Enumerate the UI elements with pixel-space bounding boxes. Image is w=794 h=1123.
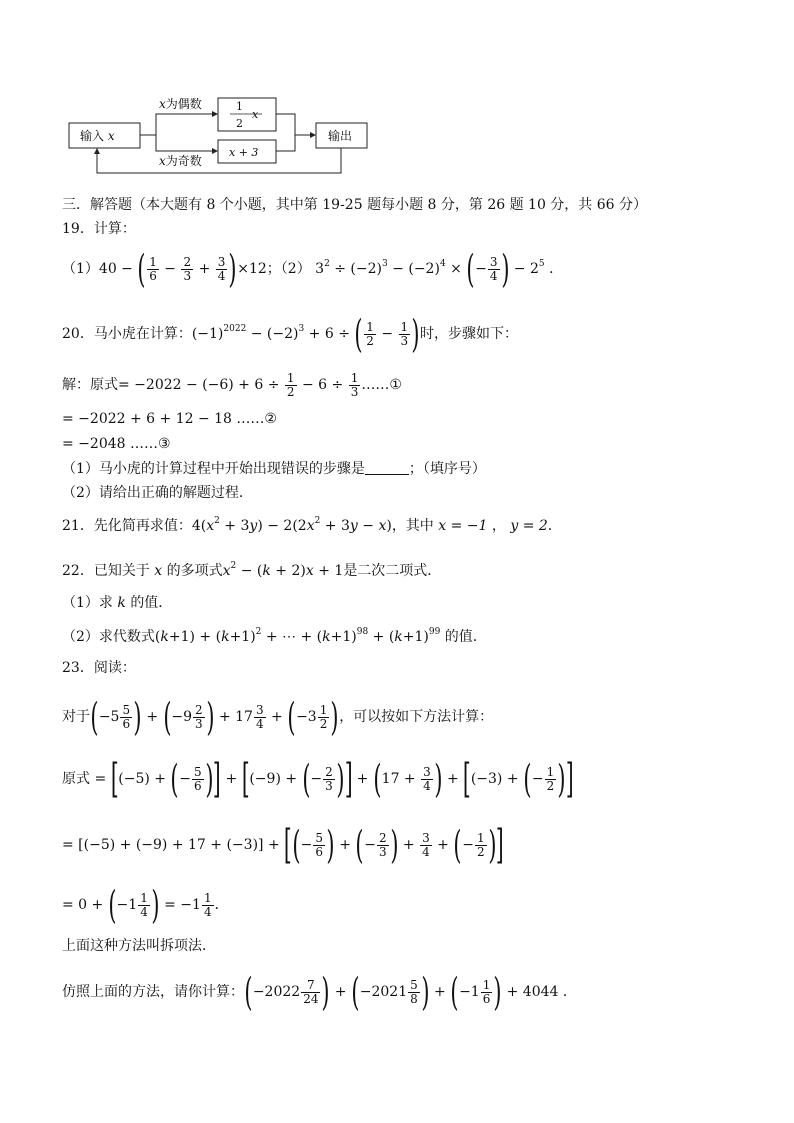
q19-label: 19．计算： [62,221,136,237]
q20-sub1: （1）马小虎的计算过程中开始出现错误的步骤是 ；（填序号） [62,461,486,477]
q21-statement: 21．先化简再求值：$4(x^2 + 3y) - 2(2x^2 + 3y - x)$，其中 x = −1 ， y = 2． [62,516,562,534]
q23-line1: 原式 = [(−5) + (− $\frac{5}{6}$ )] + [(−9) + (− $\frac{2}{3}$ )] + (17 + $\frac{3}{4}$ ) + [(−3) + (− $\frac{1}{2}$ )] [62,756,574,802]
q22-statement: 22．已知关于 x 的多项式$x^2 - (k + 2)x + 1$是二次二项式． [62,561,442,579]
svg-text:x为奇数: x为奇数 [159,154,202,168]
svg-text:x + 3: x + 3 [229,146,259,159]
q20-sub2: （2）请给出正确的解题过程． [62,485,253,501]
svg-text:输入 x: 输入 x [80,129,115,143]
half-box [218,98,276,131]
q23-line3: = 0 + (−1 $\frac{1}{4}$ ) = −1 $\frac{1}{4}$ ． [62,883,229,927]
section-heading: 三．解答题（本大题有 8 个小题，其中第 19-25 题每小题 8 分，第 26 题 10 分，共 66 分） [62,197,648,213]
svg-text:x: x [252,108,259,121]
q23-intro: 对于(−5 $\frac{5}{6}$ ) + (−9 $\frac{2}{3}$ ) + 17 $\frac{3}{4}$ + (−3 $\frac{1}{2}$ )，可以按如下方法计算： [62,695,494,739]
q22-sub2: （2）求代数式$(k+1) + (k+1)^2$ + ⋯ + $(k+1)^{98} + (k+1)^{99}$ 的值． [62,627,487,645]
q23-line2: = [(−5) + (−9) + 17 + (−3)] + [(− $\frac{5}{6}$ ) + (− $\frac{2}{3}$ ) + $\frac{3}{4}$ + (− $\frac{1}{2}$ )] [62,822,505,868]
q19-expression: （1）40 − ( $\frac{1}{6}$ − $\frac{2}{3}$ + $\frac{3}{4}$ )×12；（2） $3^2 \div (-2)^3 - (-2)^4$ × (− $\frac{3}{4}$ ) − $2^5$ ． [62,247,564,291]
q20-step2: = −2022 + 6 + 12 − 18 ……② [62,411,277,427]
q23-task: 仿照上面的方法，请你计算：(−2022 $\frac{7}{24}$ ) + (−2021 $\frac{5}{8}$ ) + (−1 $\frac{1}{6}$ ) + 4044 ． [62,970,577,1014]
svg-text:x为偶数: x为偶数 [159,97,202,111]
q23-label: 23．阅读： [62,660,136,676]
svg-text:2: 2 [236,117,243,130]
q20-statement: 20．马小虎在计算：$(-1)^{2022} - (-2)^3 + 6$ ÷ ( $\frac{1}{2}$ − $\frac{1}{3}$ )时，步骤如下： [62,312,518,356]
q20-step1: 解：原式= −2022 − (−6) + 6 ÷ $\frac{1}{2}$ − 6 ÷ $\frac{1}{3}$ ……① [62,371,402,399]
svg-text:输出: 输出 [328,129,353,143]
answer-blank[interactable] [365,462,409,475]
flowchart [0,0,794,180]
q23-note: 上面这种方法叫拆项法． [62,938,216,954]
q20-step3: = −2048 ……③ [62,436,171,452]
svg-text:1: 1 [236,100,243,113]
q22-sub1: （1）求 k 的值． [62,595,173,611]
